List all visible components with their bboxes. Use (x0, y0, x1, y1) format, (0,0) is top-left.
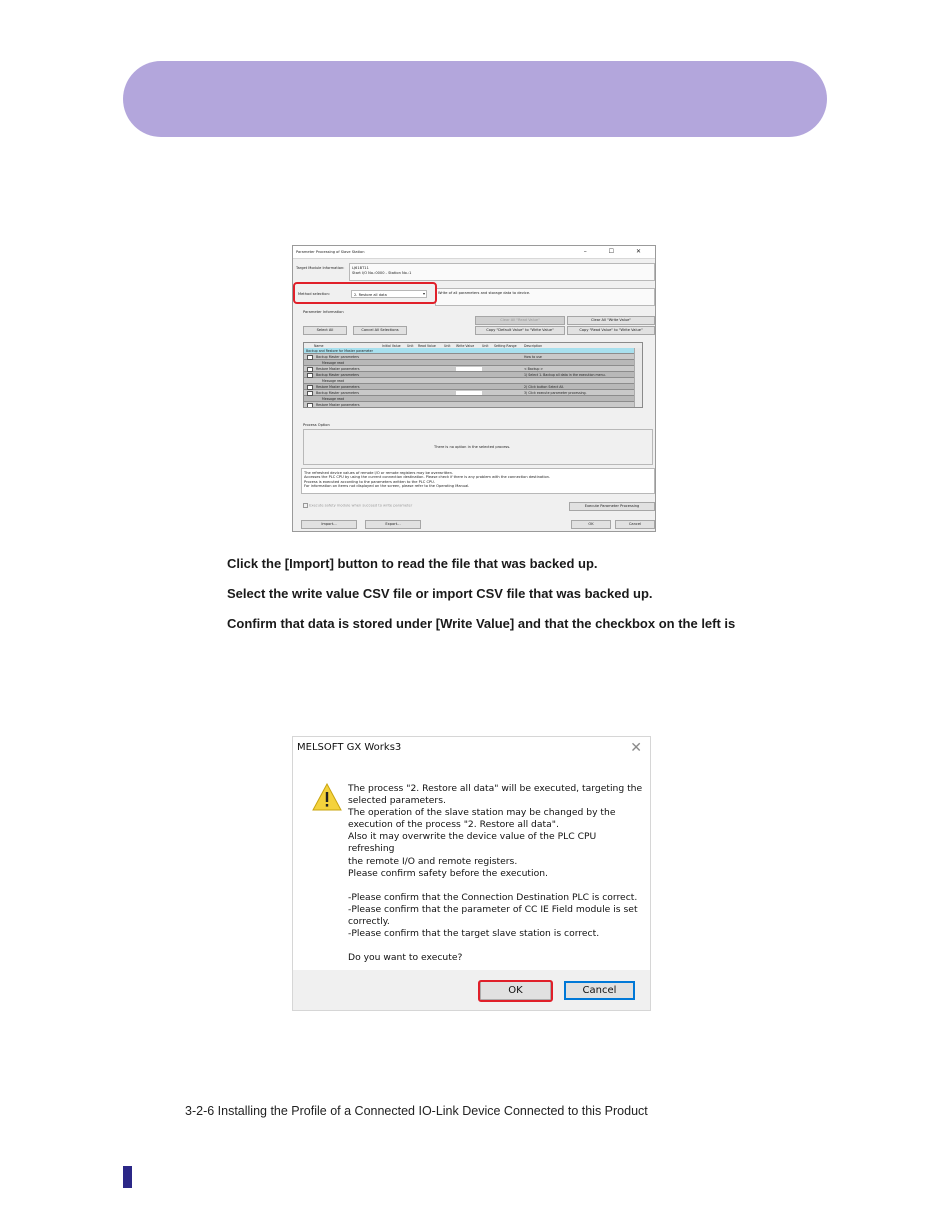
notes-box (301, 468, 655, 494)
cancel-all-selections-button[interactable]: Cancel All Selections (353, 326, 407, 335)
notes-list (304, 471, 550, 489)
message-line: correctly. (348, 915, 390, 927)
row-name: Backup Master parameters (316, 390, 360, 395)
col-unit-2: Unit (444, 343, 451, 348)
safety-checkbox[interactable] (303, 503, 412, 508)
table-row[interactable] (304, 402, 634, 408)
select-all-button[interactable]: Select All (303, 326, 347, 335)
confirm-dialog-title: MELSOFT GX Works3 (297, 742, 402, 753)
process-option-text: There is no option in the selected process. (434, 445, 511, 449)
message-line: The operation of the slave station may be changed by the (348, 807, 616, 819)
target-module-box (349, 263, 655, 281)
row-name: Message read (322, 396, 345, 401)
col-name: Name (314, 343, 324, 348)
target-module-name: LJ61BT11 (352, 266, 369, 270)
method-highlight (293, 282, 437, 304)
dialog-title: Parameter Processing of Slave Station (296, 250, 365, 254)
note-line: The refreshed device values of remote I/O or remote registers may be overwritten. (304, 471, 454, 475)
ok-highlight (478, 980, 553, 1002)
close-icon[interactable]: ✕ (630, 740, 642, 756)
target-module-station: Start I/O No.:0000 - Station No.:1 (352, 271, 412, 275)
row-name: Restore Master parameters (316, 384, 360, 389)
row-checkbox[interactable] (307, 403, 313, 409)
row-description: How to use (524, 354, 542, 359)
confirm-message (348, 783, 643, 964)
execute-processing-button[interactable]: Execute Parameter Processing (569, 502, 655, 511)
message-line: Please confirm safety before the execution. (348, 867, 548, 879)
section-banner (123, 61, 827, 137)
message-line: Also it may overwrite the device value of the PLC CPU refreshing (348, 831, 597, 855)
message-line: -Please confirm that the parameter of CC IE Field module is set (348, 903, 638, 915)
clear-write-button[interactable]: Clear All "Write Value" (567, 316, 655, 325)
row-name: Message read (322, 360, 345, 365)
grid-scrollbar[interactable] (634, 348, 642, 407)
message-line: -Please confirm that the target slave station is correct. (348, 928, 600, 940)
row-description: < Backup > (524, 366, 544, 371)
confirm-dialog (292, 736, 651, 1011)
cancel-button[interactable]: Cancel (615, 520, 655, 529)
copy-default-button[interactable]: Copy "Default Value" to "Write Value" (475, 326, 565, 335)
row-name: Message read (322, 378, 345, 383)
checkbox-icon (303, 503, 308, 508)
message-line: the remote I/O and remote registers. (348, 855, 518, 867)
write-value-cell[interactable] (456, 391, 482, 395)
import-button[interactable]: Import... (301, 520, 357, 529)
confirm-ok-button[interactable]: OK (480, 981, 551, 1000)
ok-button[interactable]: OK (571, 520, 611, 529)
confirm-cancel-button[interactable]: Cancel (564, 981, 635, 1000)
row-description: 3) Click execute parameter processing. (524, 390, 587, 395)
method-description: Write of all parameters and storage data to device. (438, 291, 531, 295)
note-line: Accesses the PLC CPU by using the current connection destination. Please check if there is any problem with the connection destination. (304, 475, 551, 480)
message-line: -Please confirm that the Connection Destination PLC is correct. (348, 891, 638, 903)
note-line: Process is executed according to the parameters written to the PLC CPU. (304, 479, 435, 484)
row-description: 1) Select 1. Backup all data in the execution menu. (524, 372, 606, 377)
row-name: Restore Master parameters (316, 366, 360, 371)
step-2: Select the write value CSV file or import CSV file that was backed up. (227, 586, 653, 601)
col-read-value: Read Value (418, 343, 436, 348)
row-name: Restore Master parameters (316, 402, 360, 407)
parameter-info-label: Parameter Information (303, 310, 344, 314)
process-option-panel (303, 429, 653, 465)
message-line: selected parameters. (348, 795, 446, 807)
warning-triangle-icon (312, 783, 342, 811)
footer-marker (123, 1166, 132, 1188)
confirm-dialog-footer (293, 970, 650, 1010)
step-1: Click the [Import] button to read the file that was backed up. (227, 556, 598, 571)
col-write-value: Write Value (456, 343, 475, 348)
copy-read-button[interactable]: Copy "Read Value" to "Write Value" (567, 326, 655, 335)
col-unit-3: Unit (482, 343, 489, 348)
row-name: Backup Master parameters (316, 372, 360, 377)
export-button[interactable]: Export... (365, 520, 421, 529)
row-name: Backup and Restore for Master parameter (306, 348, 373, 353)
col-unit-1: Unit (407, 343, 414, 348)
row-description: 2) Click button Select All. (524, 384, 565, 389)
target-module-label: Target Module Information: (296, 266, 345, 270)
method-description-box (435, 288, 655, 306)
row-name: Backup Master parameters (316, 354, 360, 359)
footer-caption: 3-2-6 Installing the Profile of a Connected IO-Link Device Connected to this Product (185, 1104, 648, 1118)
chevron-down-icon: ▾ (422, 291, 425, 296)
confirm-question: Do you want to execute? (348, 952, 463, 964)
step-3: Confirm that data is stored under [Write Value] and that the checkbox on the left is (227, 616, 736, 631)
note-line: For information on items not displayed on the screen, please refer to the Operating Manual. (304, 484, 470, 489)
message-line: The process "2. Restore all data" will be executed, targeting the (348, 783, 643, 794)
clear-read-button[interactable]: Clear All "Read Value" (475, 316, 565, 325)
col-setting-range: Setting Range (494, 343, 517, 348)
process-option-label: Process Option (303, 423, 330, 427)
write-value-cell[interactable] (456, 367, 482, 371)
parameter-grid (303, 342, 643, 408)
message-line: execution of the process "2. Restore all data". (348, 819, 559, 831)
dialog-titlebar (293, 246, 655, 259)
parameter-processing-dialog (292, 245, 656, 532)
col-initial-value: Initial Value (382, 343, 401, 348)
safety-checkbox-label: Execute safety module when succeed to write parameter (309, 503, 413, 508)
method-selection-label: Method selection: (298, 292, 330, 296)
method-select-value: 2. Restore all data (354, 292, 387, 297)
window-controls[interactable]: – ☐ ✕ (583, 248, 651, 255)
col-description: Description (524, 343, 543, 348)
